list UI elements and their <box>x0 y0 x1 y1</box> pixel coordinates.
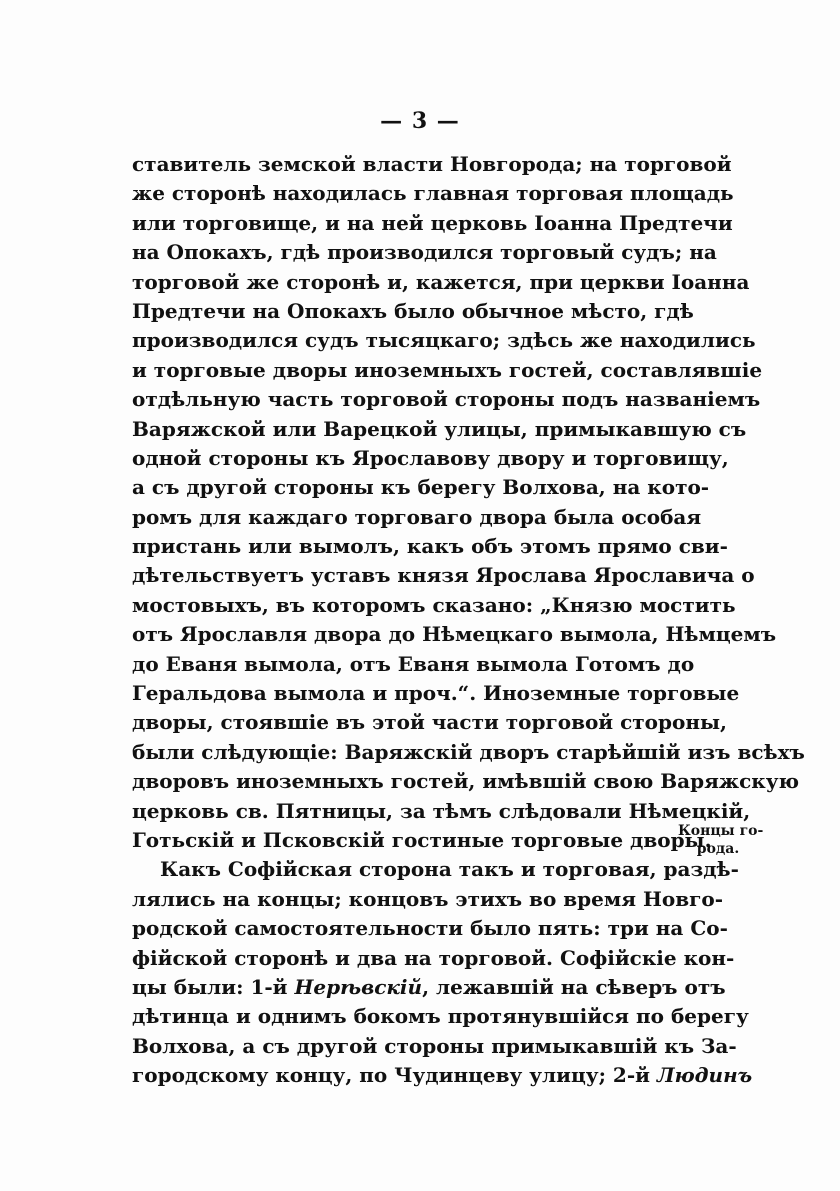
text-line: мостовыхъ, въ которомъ сказано: „Князю мостить <box>132 592 736 617</box>
text-line: же сторонѣ находилась главная торговая площадь <box>132 181 734 206</box>
text-line: производился судъ тысяцкаго; здѣсь же находились <box>132 328 756 353</box>
text-line: лялись на концы; концовъ этихъ во время Новго- <box>132 886 723 911</box>
text-line: ромъ для каждаго торговаго двора была особая <box>132 504 702 529</box>
page-number: — 3 — <box>380 108 460 134</box>
text-line: Готьскій и Псковскій гостиные торговые дворы. <box>132 827 712 852</box>
text-line: дворы, стоявшіе въ этой части торговой стороны, <box>132 710 727 735</box>
text-line: отъ Ярославля двора до Нѣмецкаго вымола, Нѣмцемъ <box>132 622 777 647</box>
text-line: родской самостоятельности было пять: три на Со- <box>132 916 728 941</box>
text-line: дворовъ иноземныхъ гостей, имѣвшій свою Варяжскую <box>132 769 800 794</box>
margin-note <box>678 822 764 858</box>
text-fragment: городскому концу, по Чудинцеву улицу; 2-й <box>132 1063 657 1088</box>
text-line: или торговище, и на ней церковь Іоанна Предтечи <box>132 210 733 235</box>
text-line: а съ другой стороны къ берегу Волхова, на кото- <box>132 475 710 500</box>
text-line: одной стороны къ Ярославову двору и торговищу, <box>132 445 729 470</box>
text-line: ставитель земской власти Новгорода; на торговой <box>132 152 732 176</box>
text-line: были слѣдующіе: Варяжскій дворъ старѣйшій изъ всѣхъ <box>132 739 805 764</box>
text-line: Геральдова вымола и проч.“. Иноземные торговые <box>132 681 740 706</box>
margin-note-line: Концы го- <box>678 823 764 839</box>
text-line: торговой же сторонѣ и, кажется, при церкви Іоанна <box>132 269 750 294</box>
text-line: на Опокахъ, гдѣ производился торговый судъ; на <box>132 240 717 265</box>
text-line: Предтечи на Опокахъ было обычное мѣсто, гдѣ <box>132 298 694 323</box>
text-line: дѣтельствуетъ уставъ князя Ярослава Ярославича о <box>132 563 755 588</box>
text-line: дѣтинца и однимъ бокомъ протянувшійся по берегу <box>132 1004 749 1029</box>
text-line: церковь св. Пятницы, за тѣмъ слѣдовали Нѣмецкій, <box>132 798 751 823</box>
text-line: отдѣльную часть торговой стороны подъ названіемъ <box>132 387 761 412</box>
margin-note-line: рода. <box>696 841 740 857</box>
text-line: Варяжской или Варецкой улицы, примыкавшую съ <box>132 416 747 441</box>
district-name-lyudin: Людинъ <box>656 1063 753 1088</box>
text-line: Волхова, а съ другой стороны примыкавшій къ За- <box>132 1033 737 1058</box>
text-line: пристань или вымолъ, какъ объ этомъ прямо сви- <box>132 534 728 559</box>
text-line <box>132 1061 753 1090</box>
district-name-nerevsky: Нерѣвскій <box>294 974 423 999</box>
text-line: фійской сторонѣ и два на торговой. Софійскіе кон- <box>132 945 735 970</box>
text-line: Какъ Софійская сторона такъ и торговая, раздѣ- <box>160 857 739 882</box>
text-line <box>132 973 726 1002</box>
text-line: до Еваня вымола, отъ Еваня вымола Готомъ до <box>132 651 695 676</box>
text-fragment: цы были: 1-й <box>132 974 295 999</box>
text-line: и торговые дворы иноземныхъ гостей, составлявшіе <box>132 357 763 382</box>
text-fragment: , лежавшій на сѣверъ отъ <box>422 974 726 999</box>
